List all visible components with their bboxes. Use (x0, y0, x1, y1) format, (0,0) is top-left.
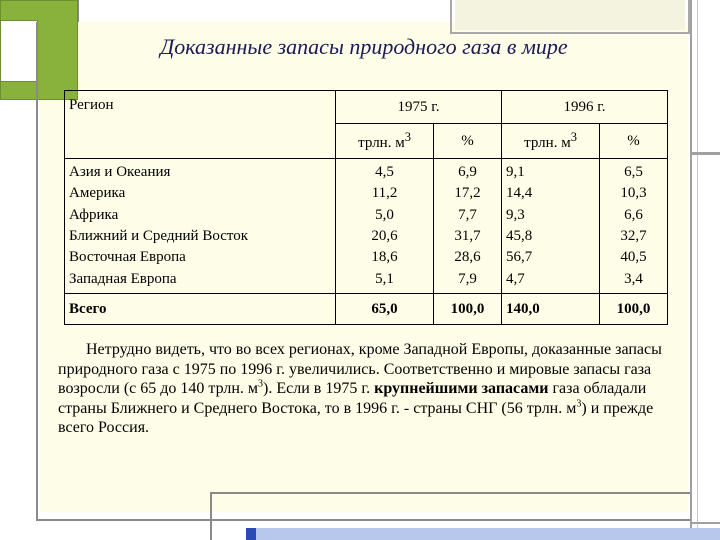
bottom-bar-cap (246, 528, 256, 540)
region-column (65, 159, 336, 294)
volume-1996-value: 9,3 (505, 206, 525, 223)
percent-1996-value: 10,3 (620, 185, 647, 202)
volume-1996-value: 45,8 (505, 228, 533, 244)
header-percent-1996: % (600, 124, 668, 159)
volume-1975-value: 11,2 (371, 185, 398, 202)
header-volume-1996: трлн. $м^3$ (501, 124, 599, 159)
total-percent-1996: 100,0 (600, 294, 668, 325)
percent-1975-value: 28,6 (454, 249, 481, 266)
percent-1975-value: 17,2 (454, 185, 481, 202)
volume-1996-column (501, 159, 599, 294)
header-year-1975: 1975 г. (336, 91, 502, 124)
region-name: Западная Европа (69, 270, 177, 287)
volume-1996-value: 56,7 (505, 249, 533, 266)
volume-1975-value: 4,5 (375, 164, 394, 181)
region-name: Америка (69, 185, 126, 202)
bottom-bar (246, 528, 720, 540)
header-percent-1975: % (434, 124, 502, 159)
frame-right-rule (690, 0, 692, 540)
region-name: Африка (69, 206, 119, 223)
region-name: Азия и Океания (69, 164, 171, 181)
total-label: Всего (65, 294, 336, 325)
frame-right-tab (690, 152, 720, 155)
percent-1996-value: 6,6 (624, 206, 643, 223)
percent-1996-value: 6,5 (624, 164, 643, 181)
region-name: Ближний и Средний Восток (69, 228, 249, 244)
header-volume-1975: трлн. $м^3$ (336, 124, 434, 159)
frame-rule (78, 0, 79, 22)
total-volume-1996: 140,0 (501, 294, 599, 325)
frame-right-tab (690, 522, 720, 524)
volume-1975-column (336, 159, 434, 294)
volume-1996-value: 4,7 (505, 270, 525, 287)
slide-title: Доказанные запасы природного газа в мире (160, 34, 568, 59)
volume-1996-value: 14,4 (505, 185, 533, 202)
percent-1996-value: 3,4 (624, 270, 643, 287)
table-body-row (65, 159, 668, 294)
volume-1975-value: 5,0 (375, 206, 394, 223)
frame-left-rule (36, 22, 38, 520)
table-header-row (65, 91, 668, 124)
volume-1975-value: 5,1 (375, 270, 394, 287)
percent-1975-column (434, 159, 502, 294)
total-volume-1975: 65,0 (336, 294, 434, 325)
frame-right-rule-thin (697, 0, 698, 540)
percent-1975-value: 7,7 (458, 206, 477, 223)
percent-1975-value: 6,9 (458, 164, 477, 181)
percent-1975-value: 31,7 (454, 228, 481, 244)
top-right-frame (450, 0, 690, 34)
volume-1975-value: 18,6 (371, 249, 398, 266)
table-total-row (65, 294, 668, 325)
header-year-1996: 1996 г. (501, 91, 667, 124)
explanation-paragraph: Нетрудно видеть, что во всех регионах, кроме Западной Европы, доказанные запасы природного газа с 1975 по 1996 г. увеличились. Соответственно и мировые запасы газа возросли (с 65 до 140 трлн. $м^3$). Если в 1975 г. крупнейшими запасами газа обладали страны Ближнего и Среднего Востока, то в 1996 г. - страны СНГ (56 трлн. $м^3$) и прежде всего Россия. (58, 341, 662, 436)
percent-1996-column (600, 159, 668, 294)
emphasis-text: крупнейшими запасами (374, 380, 549, 397)
region-name: Восточная Европа (69, 249, 186, 266)
gas-reserves-table (64, 90, 668, 325)
percent-1975-value: 7,9 (458, 270, 477, 287)
volume-1975-value: 20,6 (371, 228, 398, 244)
percent-1996-value: 32,7 (620, 228, 647, 244)
volume-1996-value: 9,1 (505, 164, 525, 181)
percent-1996-value: 40,5 (620, 249, 647, 266)
total-percent-1975: 100,0 (434, 294, 502, 325)
header-region: Регион (65, 91, 336, 159)
corner-white-block (0, 20, 38, 82)
